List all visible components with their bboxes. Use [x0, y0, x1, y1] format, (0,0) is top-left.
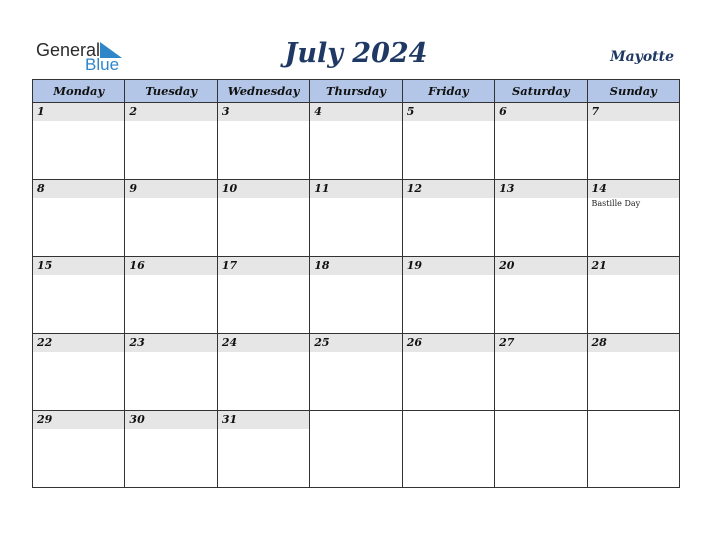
day-number: 18 — [314, 259, 330, 272]
day-cell[interactable] — [495, 411, 587, 488]
day-number-bar — [588, 180, 679, 198]
day-number: 16 — [129, 259, 145, 272]
day-number: 4 — [314, 105, 322, 118]
day-cell[interactable] — [217, 103, 309, 180]
day-cell[interactable] — [33, 257, 125, 334]
day-number-bar — [125, 334, 216, 352]
day-number: 23 — [129, 336, 145, 349]
day-cell[interactable] — [217, 257, 309, 334]
day-number-bar — [33, 180, 124, 198]
day-number: 14 — [591, 182, 607, 195]
calendar-grid — [32, 79, 680, 488]
day-number-bar — [125, 180, 216, 198]
day-number: 7 — [591, 105, 600, 118]
day-cell[interactable] — [310, 257, 402, 334]
logo-text-general: General — [36, 40, 101, 60]
day-number-bar — [218, 180, 309, 198]
day-cell[interactable] — [217, 411, 309, 488]
day-number: 11 — [314, 182, 330, 195]
day-number: 13 — [499, 182, 515, 195]
day-number-bar — [403, 103, 494, 121]
day-number-bar — [588, 103, 679, 121]
day-number-bar — [125, 411, 216, 429]
day-cell[interactable] — [402, 103, 494, 180]
day-cell[interactable] — [125, 180, 217, 257]
logo-text-blue: Blue — [85, 55, 120, 74]
day-number-bar — [218, 103, 309, 121]
day-number-bar — [495, 103, 586, 121]
day-cell[interactable] — [125, 411, 217, 488]
day-cell[interactable] — [310, 411, 402, 488]
country-label: Mayotte — [610, 49, 674, 65]
day-number-bar — [218, 334, 309, 352]
day-number: 24 — [221, 336, 238, 349]
day-cell[interactable] — [310, 103, 402, 180]
day-cell[interactable] — [402, 180, 494, 257]
day-cell[interactable] — [125, 103, 217, 180]
day-number: 19 — [406, 259, 422, 272]
day-number-bar — [218, 257, 309, 275]
day-cell[interactable] — [495, 103, 587, 180]
day-cell[interactable] — [310, 180, 402, 257]
day-number-bar — [310, 257, 401, 275]
day-cell[interactable] — [125, 334, 217, 411]
day-number-bar — [403, 180, 494, 198]
day-number-bar — [495, 257, 586, 275]
weekday-header-wednesday: Wednesday — [217, 80, 309, 103]
day-cell[interactable] — [33, 411, 125, 488]
day-number: 29 — [37, 413, 53, 426]
day-cell[interactable] — [310, 334, 402, 411]
holiday-label: Bastille Day — [591, 199, 641, 208]
day-cell[interactable] — [587, 411, 679, 488]
day-number: 6 — [499, 105, 507, 118]
day-number: 17 — [221, 259, 238, 272]
day-number: 10 — [221, 182, 238, 195]
week-row — [33, 180, 680, 257]
day-number: 2 — [129, 105, 138, 118]
day-cell[interactable] — [587, 180, 679, 257]
weekday-header-monday: Monday — [33, 80, 125, 103]
day-number-bar — [495, 334, 586, 352]
calendar-body — [33, 103, 680, 488]
day-number: 30 — [129, 413, 145, 426]
day-number-bar — [33, 411, 124, 429]
day-cell[interactable] — [495, 257, 587, 334]
day-cell[interactable] — [495, 334, 587, 411]
day-cell[interactable] — [33, 334, 125, 411]
week-row — [33, 257, 680, 334]
weekday-header-saturday: Saturday — [495, 80, 587, 103]
day-cell[interactable] — [402, 334, 494, 411]
day-number: 28 — [591, 336, 607, 349]
day-cell[interactable] — [217, 334, 309, 411]
day-number: 3 — [221, 105, 230, 118]
day-cell[interactable] — [587, 103, 679, 180]
day-cell[interactable] — [217, 180, 309, 257]
week-row — [33, 334, 680, 411]
day-number-bar — [403, 257, 494, 275]
day-cell[interactable] — [402, 411, 494, 488]
calendar-title: July 2024 — [284, 38, 428, 69]
day-number-bar — [125, 103, 216, 121]
weekday-header-row — [33, 80, 680, 103]
weekday-header-sunday: Sunday — [587, 80, 679, 103]
day-number: 31 — [221, 413, 238, 426]
day-number: 27 — [499, 336, 515, 349]
weekday-header-tuesday: Tuesday — [125, 80, 217, 103]
day-number: 1 — [37, 105, 45, 118]
day-number-bar — [310, 334, 401, 352]
day-number-bar — [33, 103, 124, 121]
day-cell[interactable] — [33, 180, 125, 257]
day-number: 5 — [406, 105, 415, 118]
day-number-bar — [218, 411, 309, 429]
day-cell[interactable] — [402, 257, 494, 334]
day-number: 21 — [591, 259, 607, 272]
day-number: 22 — [37, 336, 53, 349]
week-row — [33, 103, 680, 180]
day-number-bar — [310, 180, 401, 198]
day-number: 8 — [37, 182, 45, 195]
day-number: 9 — [129, 182, 138, 195]
day-number: 20 — [499, 259, 515, 272]
weekday-header-thursday: Thursday — [310, 80, 402, 103]
day-number-bar — [33, 257, 124, 275]
day-number: 12 — [406, 182, 422, 195]
day-number: 15 — [37, 259, 53, 272]
day-number-bar — [310, 103, 401, 121]
day-number: 26 — [406, 336, 422, 349]
weekday-header-friday: Friday — [402, 80, 494, 103]
day-number: 25 — [314, 336, 330, 349]
week-row — [33, 411, 680, 488]
day-cell[interactable] — [33, 103, 125, 180]
day-cell[interactable] — [495, 180, 587, 257]
day-number-bar — [125, 257, 216, 275]
day-number-bar — [588, 257, 679, 275]
day-number-bar — [403, 334, 494, 352]
day-number-bar — [33, 334, 124, 352]
day-number-bar — [588, 334, 679, 352]
day-cell[interactable] — [587, 257, 679, 334]
day-cell[interactable] — [125, 257, 217, 334]
day-cell[interactable] — [587, 334, 679, 411]
day-number-bar — [495, 180, 586, 198]
